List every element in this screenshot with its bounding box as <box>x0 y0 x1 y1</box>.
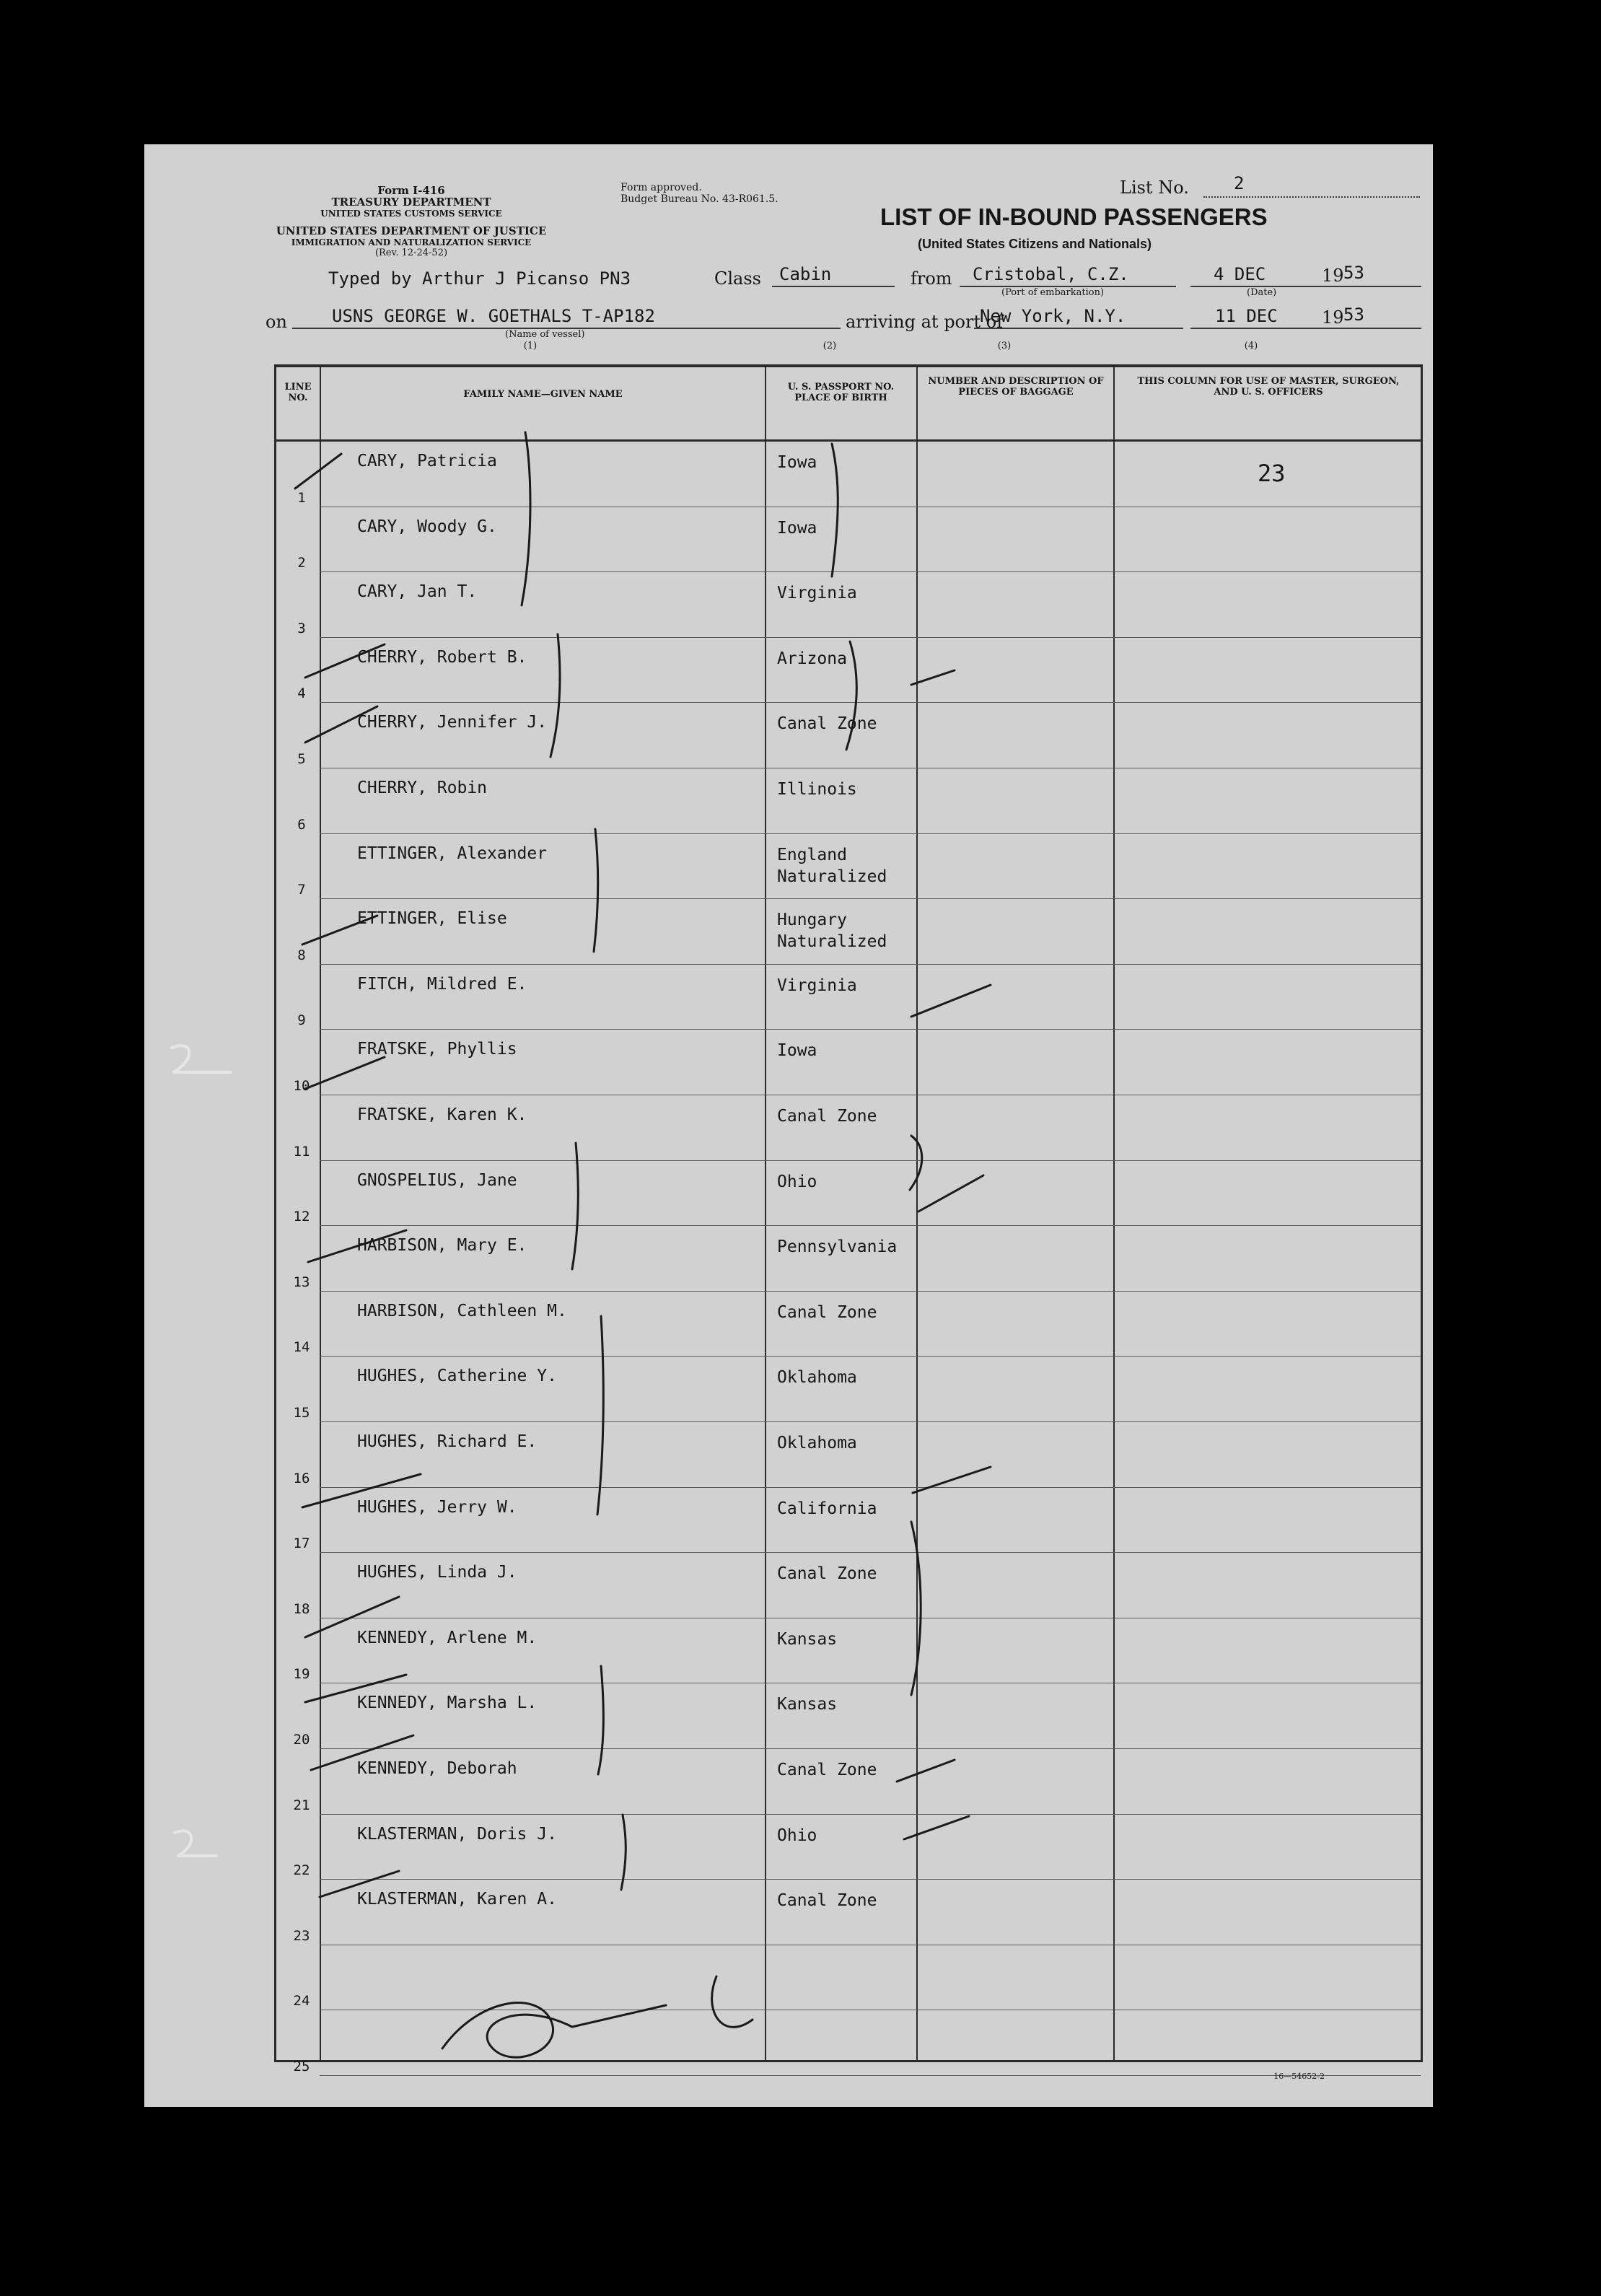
line-number: 25 <box>293 2058 310 2074</box>
line-number: 14 <box>293 1339 310 1356</box>
place-of-birth <box>777 452 817 473</box>
line-number: 9 <box>297 1012 306 1029</box>
passenger-name: HARBISON, Mary E. <box>357 1236 527 1256</box>
form-code: 16—54652-2 <box>1273 2072 1325 2081</box>
line-number: 5 <box>297 750 306 767</box>
passenger-name: CHERRY, Robin <box>357 779 488 797</box>
table-row <box>276 1553 1421 1618</box>
passenger-name: HARBISON, Cathleen M. <box>357 1301 567 1320</box>
form-sheet <box>144 144 1433 2107</box>
place-of-birth-line1: Canal Zone <box>777 1761 877 1779</box>
passenger-name: KLASTERMAN, Karen A. <box>357 1890 557 1909</box>
line-number: 16 <box>293 1470 310 1486</box>
line-number: 24 <box>293 1993 310 2010</box>
place-of-birth <box>777 582 857 604</box>
caption-4: (4) <box>1244 341 1258 351</box>
place-of-birth-line1: Canal Zone <box>777 1302 877 1322</box>
passenger-name: ETTINGER, Alexander <box>357 844 548 863</box>
place-of-birth-line1: Canal Zone <box>777 1891 877 1911</box>
place-of-birth-line1: Illinois <box>777 780 857 799</box>
table-row <box>276 899 1421 965</box>
arriving-label: arriving at port of <box>846 312 1004 332</box>
budget-bureau: Budget Bureau No. 43-R061.5. <box>620 193 778 205</box>
place-of-birth-line1: Iowa <box>777 1041 817 1061</box>
place-of-birth-line1: Kansas <box>777 1695 838 1714</box>
place-of-birth <box>777 1171 817 1193</box>
passenger-name: CHERRY, Jennifer J. <box>357 713 548 732</box>
place-of-birth-line1: Arizona <box>777 649 847 668</box>
place-of-birth <box>777 1367 857 1388</box>
place-of-birth <box>777 1105 877 1127</box>
line-number: 22 <box>293 1862 310 1879</box>
row-rule <box>320 2075 1421 2076</box>
officer-count: 23 <box>1258 460 1286 487</box>
table-row <box>276 1161 1421 1227</box>
table-row <box>276 1095 1421 1161</box>
place-of-birth <box>777 648 847 670</box>
line-number: 3 <box>297 620 306 636</box>
typed-by: Typed by Arthur J Picanso PN3 <box>328 268 631 289</box>
table-row <box>276 1945 1421 2011</box>
passenger-name: FRATSKE, Phyllis <box>357 1040 517 1059</box>
passenger-name: ETTINGER, Elise <box>357 909 507 929</box>
line-number: 10 <box>293 1077 310 1094</box>
table-row <box>276 442 1421 507</box>
header-passport: U. S. PASSPORT NO. PLACE OF BIRTH <box>787 382 895 403</box>
vessel-caption: (Name of vessel) <box>505 329 585 340</box>
table-row <box>276 1683 1421 1749</box>
form-title: LIST OF IN-BOUND PASSENGERS <box>880 203 1268 230</box>
table-row <box>276 1357 1421 1422</box>
table-row <box>276 1422 1421 1488</box>
caption-3: (3) <box>997 341 1012 351</box>
place-of-birth-line2: Naturalized <box>777 932 887 952</box>
table-row <box>276 507 1421 573</box>
place-of-birth-line1: England <box>777 845 847 864</box>
place-of-birth-line1: Oklahoma <box>777 1434 857 1452</box>
table-row <box>276 768 1421 834</box>
passenger-name: GNOSPELIUS, Jane <box>357 1170 517 1190</box>
place-of-birth <box>777 1498 877 1520</box>
passenger-name: CHERRY, Robert B. <box>357 647 527 667</box>
place-of-birth <box>777 1825 817 1846</box>
table-row <box>276 703 1421 768</box>
port-embark-caption: (Port of embarkation) <box>1001 287 1105 298</box>
place-of-birth-line1: California <box>777 1499 877 1518</box>
place-of-birth-line1: Oklahoma <box>777 1368 857 1388</box>
line-number: 21 <box>293 1797 310 1813</box>
list-no-line <box>1203 196 1420 198</box>
line-number: 19 <box>293 1666 310 1683</box>
form-approved: Form approved. <box>620 182 702 193</box>
place-of-birth <box>777 1432 857 1454</box>
line-number: 1 <box>297 489 306 506</box>
header-baggage: NUMBER AND DESCRIPTION OF PIECES OF BAGGAGE <box>928 376 1104 398</box>
place-of-birth <box>777 779 857 800</box>
place-of-birth-line1: Hungary <box>777 911 847 930</box>
depart-date-line <box>1190 286 1421 287</box>
table-row <box>276 1815 1421 1880</box>
list-no-value: 2 <box>1234 173 1245 193</box>
place-of-birth-line1: Virginia <box>777 584 857 603</box>
on-label: on <box>266 312 287 332</box>
arrival-year-prefix: 19 <box>1322 307 1344 328</box>
line-number: 4 <box>297 685 306 702</box>
line-number: 7 <box>297 882 306 898</box>
caption-1: (1) <box>523 341 538 351</box>
line-number: 12 <box>293 1209 310 1225</box>
place-of-birth-line1: Canal Zone <box>777 1564 877 1584</box>
table-row <box>276 572 1421 638</box>
class-label: Class <box>714 268 761 289</box>
place-of-birth <box>777 1890 877 1911</box>
arrival-port-line <box>974 328 1183 329</box>
place-of-birth <box>777 909 887 952</box>
arrival-day: 11 DEC <box>1215 306 1278 326</box>
passenger-table <box>274 364 1423 2074</box>
place-of-birth-line1: Canal Zone <box>777 1107 877 1126</box>
passenger-name: FRATSKE, Karen K. <box>357 1105 527 1124</box>
place-of-birth-line1: Pennsylvania <box>777 1237 898 1257</box>
passenger-name: HUGHES, Jerry W. <box>357 1497 517 1517</box>
class-line <box>772 286 895 287</box>
passenger-name: HUGHES, Richard E. <box>357 1432 538 1451</box>
passenger-name: HUGHES, Linda J. <box>357 1563 517 1582</box>
place-of-birth-line1: Virginia <box>777 976 857 995</box>
place-of-birth-line1: Ohio <box>777 1172 817 1191</box>
passenger-name: HUGHES, Catherine Y. <box>357 1367 557 1386</box>
form-revision: (Rev. 12-24-52) <box>374 247 448 258</box>
table-row <box>276 965 1421 1030</box>
place-of-birth <box>777 713 877 735</box>
place-of-birth-line1: Iowa <box>777 453 817 472</box>
ins-agency: IMMIGRATION AND NATURALIZATION SERVICE <box>291 237 532 247</box>
header-officers: THIS COLUMN FOR USE OF MASTER, SURGEON, AND U. S. OFFICERS <box>1137 376 1400 398</box>
arrival-date-line <box>1190 328 1421 329</box>
line-number: 11 <box>293 1143 310 1160</box>
header-name: FAMILY NAME—GIVEN NAME <box>463 389 623 400</box>
from-value: Cristobal, C.Z. <box>973 264 1129 284</box>
passenger-name: KLASTERMAN, Doris J. <box>357 1824 557 1844</box>
place-of-birth <box>777 1040 817 1061</box>
table-row <box>276 1030 1421 1095</box>
place-of-birth-line2: Naturalized <box>777 867 887 886</box>
table-row <box>276 638 1421 704</box>
form-id-text: Form I-416 <box>377 184 445 197</box>
from-label: from <box>911 268 952 289</box>
passenger-name: KENNEDY, Deborah <box>357 1759 517 1778</box>
class-value: Cabin <box>779 264 832 284</box>
line-number: 13 <box>293 1274 310 1290</box>
line-number: 6 <box>297 816 306 833</box>
header-line-no: LINE NO. <box>284 382 312 403</box>
vessel-name: USNS GEORGE W. GOETHALS T-AP182 <box>332 306 655 326</box>
depart-day: 4 DEC <box>1214 264 1266 284</box>
customs-service: UNITED STATES CUSTOMS SERVICE <box>320 209 502 219</box>
arrival-port: New York, N.Y. <box>980 306 1126 326</box>
place-of-birth <box>777 1302 877 1323</box>
list-no-label: List No. <box>1120 178 1189 198</box>
table-row <box>276 1749 1421 1815</box>
table-row <box>276 834 1421 900</box>
place-of-birth <box>777 844 887 888</box>
line-number: 8 <box>297 947 306 963</box>
place-of-birth <box>777 1693 837 1715</box>
table-row <box>276 1618 1421 1684</box>
arrival-year: 53 <box>1343 304 1364 325</box>
table-row <box>276 2010 1421 2076</box>
passenger-name: KENNEDY, Arlene M. <box>357 1628 538 1647</box>
place-of-birth <box>777 1759 877 1781</box>
passenger-name: CARY, Jan T. <box>357 582 478 602</box>
place-of-birth-line1: Canal Zone <box>777 714 877 734</box>
table-row <box>276 1880 1421 1945</box>
line-number: 23 <box>293 1927 310 1944</box>
place-of-birth <box>777 1236 897 1258</box>
date-caption: (Date) <box>1247 287 1277 298</box>
treasury-dept: TREASURY DEPARTMENT <box>331 196 491 209</box>
line-number: 18 <box>293 1600 310 1617</box>
table-row <box>276 1226 1421 1292</box>
line-number: 17 <box>293 1535 310 1552</box>
line-number: 15 <box>293 1404 310 1421</box>
passenger-name: CARY, Woody G. <box>357 517 497 536</box>
table-row <box>276 1292 1421 1357</box>
form-id <box>317 185 505 196</box>
place-of-birth <box>777 975 857 996</box>
place-of-birth <box>777 517 817 539</box>
passenger-name: FITCH, Mildred E. <box>357 974 527 994</box>
passenger-name: KENNEDY, Marsha L. <box>357 1693 538 1713</box>
passenger-name: CARY, Patricia <box>357 452 497 470</box>
table-row <box>276 1488 1421 1554</box>
form-subtitle: (United States Citizens and Nationals) <box>918 237 1152 251</box>
line-number: 2 <box>297 555 306 571</box>
place-of-birth <box>777 1629 837 1650</box>
line-number: 20 <box>293 1731 310 1748</box>
place-of-birth <box>777 1563 877 1585</box>
caption-2: (2) <box>823 341 837 351</box>
place-of-birth-line1: Ohio <box>777 1826 817 1845</box>
depart-year-prefix: 19 <box>1322 266 1344 286</box>
justice-dept: UNITED STATES DEPARTMENT OF JUSTICE <box>276 224 547 237</box>
depart-year: 53 <box>1343 263 1364 283</box>
place-of-birth-line1: Kansas <box>777 1629 838 1649</box>
place-of-birth-line1: Iowa <box>777 518 817 538</box>
